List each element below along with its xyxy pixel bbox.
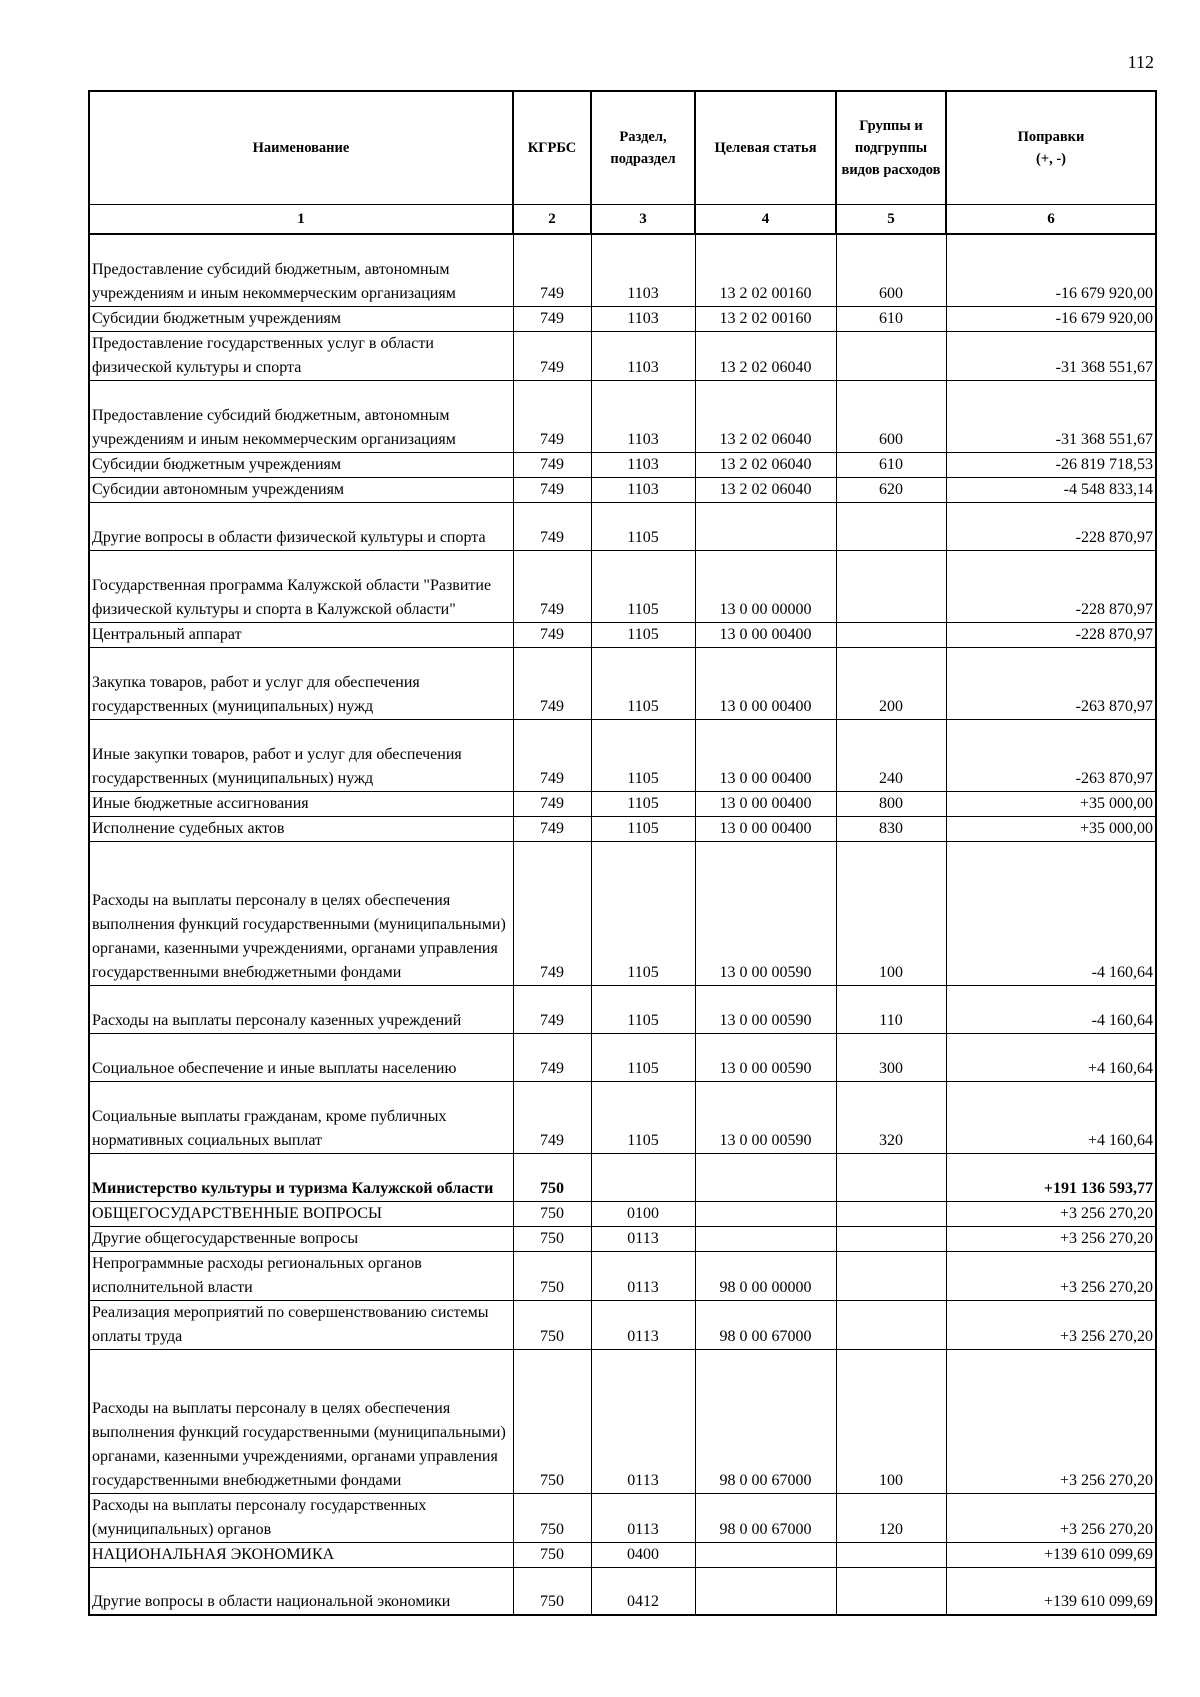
row-section: 1103 <box>591 477 695 502</box>
row-kgrbs: 749 <box>513 719 591 791</box>
column-number: 6 <box>946 205 1156 235</box>
table-row <box>89 1542 1156 1567</box>
row-kgrbs: 750 <box>513 1493 591 1542</box>
header-target: Целевая статья <box>695 91 836 205</box>
column-number: 4 <box>695 205 836 235</box>
row-name: Расходы на выплаты персоналу в целях обеспечения выполнения функций государственными (муниципальными) органами, казенными учреждениями, органами управления государственными внебюджетными фондами <box>89 1349 513 1493</box>
row-target: 13 0 00 00590 <box>695 841 836 985</box>
row-section: 1105 <box>591 816 695 841</box>
row-group: 600 <box>836 380 946 452</box>
row-name: Закупка товаров, работ и услуг для обеспечения государственных (муниципальных) нужд <box>89 647 513 719</box>
row-section: 1105 <box>591 502 695 550</box>
row-section: 0113 <box>591 1226 695 1251</box>
row-amount: -26 819 718,53 <box>946 452 1156 477</box>
table-row <box>89 1300 1156 1349</box>
table-row <box>89 550 1156 622</box>
row-kgrbs: 749 <box>513 816 591 841</box>
row-amount: -228 870,97 <box>946 550 1156 622</box>
table-row <box>89 1251 1156 1300</box>
row-section: 1105 <box>591 985 695 1033</box>
row-section: 0412 <box>591 1567 695 1615</box>
row-group: 620 <box>836 477 946 502</box>
row-kgrbs: 750 <box>513 1201 591 1226</box>
row-group <box>836 1226 946 1251</box>
row-name: Социальные выплаты гражданам, кроме публичных нормативных социальных выплат <box>89 1081 513 1153</box>
row-name: Предоставление государственных услуг в области физической культуры и спорта <box>89 331 513 380</box>
row-name: Субсидии автономным учреждениям <box>89 477 513 502</box>
row-kgrbs: 749 <box>513 841 591 985</box>
row-amount: -4 160,64 <box>946 985 1156 1033</box>
table-body <box>89 234 1156 1615</box>
row-name: Субсидии бюджетным учреждениям <box>89 306 513 331</box>
row-amount: -31 368 551,67 <box>946 331 1156 380</box>
column-number: 1 <box>89 205 513 235</box>
row-section: 1105 <box>591 719 695 791</box>
column-number: 5 <box>836 205 946 235</box>
table-row <box>89 1081 1156 1153</box>
row-kgrbs: 749 <box>513 791 591 816</box>
row-name: Расходы на выплаты персоналу казенных учреждений <box>89 985 513 1033</box>
header-amendments-line1: Поправки <box>1017 129 1085 145</box>
row-name: Центральный аппарат <box>89 622 513 647</box>
row-name: Иные бюджетные ассигнования <box>89 791 513 816</box>
row-kgrbs: 750 <box>513 1251 591 1300</box>
row-kgrbs: 750 <box>513 1300 591 1349</box>
row-kgrbs: 749 <box>513 1033 591 1081</box>
row-name: Предоставление субсидий бюджетным, автономным учреждениям и иным некоммерческим организациям <box>89 234 513 306</box>
row-target: 13 2 02 06040 <box>695 331 836 380</box>
row-group: 800 <box>836 791 946 816</box>
row-section: 1103 <box>591 452 695 477</box>
row-section: 0400 <box>591 1542 695 1567</box>
row-section: 1105 <box>591 841 695 985</box>
row-section: 1103 <box>591 306 695 331</box>
row-group: 610 <box>836 452 946 477</box>
row-target: 13 2 02 06040 <box>695 452 836 477</box>
row-kgrbs: 750 <box>513 1542 591 1567</box>
row-amount: -4 160,64 <box>946 841 1156 985</box>
row-target: 13 0 00 00590 <box>695 1081 836 1153</box>
header-groups: Группы и подгруппы видов расходов <box>836 91 946 205</box>
table-row <box>89 502 1156 550</box>
row-section: 1103 <box>591 380 695 452</box>
table-row <box>89 647 1156 719</box>
row-kgrbs: 750 <box>513 1567 591 1615</box>
row-target <box>695 1542 836 1567</box>
row-group: 320 <box>836 1081 946 1153</box>
table-row <box>89 1153 1156 1201</box>
row-group <box>836 1542 946 1567</box>
row-name: Другие общегосударственные вопросы <box>89 1226 513 1251</box>
row-section: 0113 <box>591 1251 695 1300</box>
row-group: 100 <box>836 1349 946 1493</box>
row-name: Иные закупки товаров, работ и услуг для обеспечения государственных (муниципальных) нужд <box>89 719 513 791</box>
row-amount: -4 548 833,14 <box>946 477 1156 502</box>
row-amount: +191 136 593,77 <box>946 1153 1156 1201</box>
row-target: 98 0 00 00000 <box>695 1251 836 1300</box>
row-group: 240 <box>836 719 946 791</box>
row-group <box>836 622 946 647</box>
column-number-row <box>89 205 1156 235</box>
table-row <box>89 1226 1156 1251</box>
row-kgrbs: 749 <box>513 985 591 1033</box>
row-amount: -263 870,97 <box>946 647 1156 719</box>
table-row <box>89 306 1156 331</box>
row-kgrbs: 749 <box>513 331 591 380</box>
table-row <box>89 622 1156 647</box>
row-target: 13 0 00 00000 <box>695 550 836 622</box>
row-kgrbs: 749 <box>513 622 591 647</box>
row-section: 1105 <box>591 1081 695 1153</box>
table-row <box>89 1493 1156 1542</box>
table-row <box>89 791 1156 816</box>
row-section <box>591 1153 695 1201</box>
row-target <box>695 1226 836 1251</box>
row-kgrbs: 750 <box>513 1226 591 1251</box>
row-name: Другие вопросы в области физической культуры и спорта <box>89 502 513 550</box>
row-target: 13 2 02 06040 <box>695 380 836 452</box>
row-target: 13 0 00 00590 <box>695 1033 836 1081</box>
table-row <box>89 1033 1156 1081</box>
row-amount: -228 870,97 <box>946 622 1156 647</box>
row-group: 300 <box>836 1033 946 1081</box>
table-row <box>89 234 1156 306</box>
row-section: 1105 <box>591 791 695 816</box>
row-target: 98 0 00 67000 <box>695 1349 836 1493</box>
row-kgrbs: 750 <box>513 1349 591 1493</box>
row-amount: -31 368 551,67 <box>946 380 1156 452</box>
table-row <box>89 477 1156 502</box>
header-amendments-line2: (+, -) <box>1036 151 1066 167</box>
row-group: 610 <box>836 306 946 331</box>
row-target: 13 2 02 06040 <box>695 477 836 502</box>
row-section: 1103 <box>591 234 695 306</box>
row-kgrbs: 749 <box>513 647 591 719</box>
row-section: 1105 <box>591 622 695 647</box>
row-name: Государственная программа Калужской области "Развитие физической культуры и спорта в Калужской области" <box>89 550 513 622</box>
row-amount: -16 679 920,00 <box>946 306 1156 331</box>
row-group: 830 <box>836 816 946 841</box>
row-group <box>836 502 946 550</box>
row-amount: -16 679 920,00 <box>946 234 1156 306</box>
table-row <box>89 985 1156 1033</box>
row-section: 1103 <box>591 331 695 380</box>
row-section: 1105 <box>591 647 695 719</box>
row-target: 98 0 00 67000 <box>695 1300 836 1349</box>
column-number: 3 <box>591 205 695 235</box>
row-amount: +3 256 270,20 <box>946 1201 1156 1226</box>
table-row <box>89 1201 1156 1226</box>
table-row <box>89 452 1156 477</box>
row-amount: +35 000,00 <box>946 816 1156 841</box>
table-row <box>89 380 1156 452</box>
row-group <box>836 1567 946 1615</box>
row-target: 13 2 02 00160 <box>695 234 836 306</box>
table-row <box>89 331 1156 380</box>
row-name: Реализация мероприятий по совершенствованию системы оплаты труда <box>89 1300 513 1349</box>
row-kgrbs: 749 <box>513 1081 591 1153</box>
row-target <box>695 502 836 550</box>
row-name: Расходы на выплаты персоналу государственных (муниципальных) органов <box>89 1493 513 1542</box>
row-group: 200 <box>836 647 946 719</box>
header-row <box>89 91 1156 205</box>
table-row <box>89 841 1156 985</box>
row-kgrbs: 749 <box>513 234 591 306</box>
header-kgrbs: КГРБС <box>513 91 591 205</box>
header-section: Раздел, подраздел <box>591 91 695 205</box>
table-row <box>89 1349 1156 1493</box>
table-row <box>89 816 1156 841</box>
row-target: 13 0 00 00400 <box>695 647 836 719</box>
row-amount: +3 256 270,20 <box>946 1349 1156 1493</box>
table-row <box>89 1567 1156 1615</box>
row-section: 0113 <box>591 1493 695 1542</box>
row-amount: +3 256 270,20 <box>946 1251 1156 1300</box>
row-amount: -228 870,97 <box>946 502 1156 550</box>
row-amount: +3 256 270,20 <box>946 1300 1156 1349</box>
row-target <box>695 1567 836 1615</box>
row-name: Предоставление субсидий бюджетным, автономным учреждениям и иным некоммерческим организациям <box>89 380 513 452</box>
row-group <box>836 1300 946 1349</box>
row-section: 0113 <box>591 1300 695 1349</box>
row-name: Непрограммные расходы региональных органов исполнительной власти <box>89 1251 513 1300</box>
row-amount: +139 610 099,69 <box>946 1542 1156 1567</box>
row-group <box>836 331 946 380</box>
row-amount: +35 000,00 <box>946 791 1156 816</box>
row-target <box>695 1201 836 1226</box>
row-kgrbs: 749 <box>513 550 591 622</box>
row-group <box>836 1251 946 1300</box>
row-amount: +139 610 099,69 <box>946 1567 1156 1615</box>
row-name: Субсидии бюджетным учреждениям <box>89 452 513 477</box>
row-name: ОБЩЕГОСУДАРСТВЕННЫЕ ВОПРОСЫ <box>89 1201 513 1226</box>
row-section: 1105 <box>591 1033 695 1081</box>
row-group <box>836 550 946 622</box>
budget-table <box>88 90 1157 1616</box>
row-group: 120 <box>836 1493 946 1542</box>
row-kgrbs: 749 <box>513 306 591 331</box>
row-kgrbs: 749 <box>513 452 591 477</box>
row-section: 0100 <box>591 1201 695 1226</box>
row-target: 13 0 00 00400 <box>695 816 836 841</box>
row-target <box>695 1153 836 1201</box>
row-target: 13 0 00 00400 <box>695 622 836 647</box>
row-group <box>836 1201 946 1226</box>
row-kgrbs: 750 <box>513 1153 591 1201</box>
row-kgrbs: 749 <box>513 502 591 550</box>
table-row <box>89 719 1156 791</box>
row-group <box>836 1153 946 1201</box>
row-target: 13 0 00 00400 <box>695 791 836 816</box>
row-name: Министерство культуры и туризма Калужской области <box>89 1153 513 1201</box>
row-target: 13 2 02 00160 <box>695 306 836 331</box>
row-kgrbs: 749 <box>513 380 591 452</box>
row-group: 110 <box>836 985 946 1033</box>
row-amount: -263 870,97 <box>946 719 1156 791</box>
row-group: 600 <box>836 234 946 306</box>
row-kgrbs: 749 <box>513 477 591 502</box>
row-amount: +4 160,64 <box>946 1081 1156 1153</box>
row-name: НАЦИОНАЛЬНАЯ ЭКОНОМИКА <box>89 1542 513 1567</box>
column-number: 2 <box>513 205 591 235</box>
row-amount: +4 160,64 <box>946 1033 1156 1081</box>
header-name: Наименование <box>89 91 513 205</box>
row-section: 1105 <box>591 550 695 622</box>
row-amount: +3 256 270,20 <box>946 1226 1156 1251</box>
row-name: Другие вопросы в области национальной экономики <box>89 1567 513 1615</box>
row-section: 0113 <box>591 1349 695 1493</box>
row-target: 98 0 00 67000 <box>695 1493 836 1542</box>
header-amendments <box>946 91 1156 205</box>
page-number: 112 <box>1127 52 1154 72</box>
row-name: Расходы на выплаты персоналу в целях обеспечения выполнения функций государственными (муниципальными) органами, казенными учреждениями, органами управления государственными внебюджетными фондами <box>89 841 513 985</box>
row-group: 100 <box>836 841 946 985</box>
row-target: 13 0 00 00590 <box>695 985 836 1033</box>
row-name: Социальное обеспечение и иные выплаты населению <box>89 1033 513 1081</box>
row-target: 13 0 00 00400 <box>695 719 836 791</box>
row-name: Исполнение судебных актов <box>89 816 513 841</box>
row-amount: +3 256 270,20 <box>946 1493 1156 1542</box>
